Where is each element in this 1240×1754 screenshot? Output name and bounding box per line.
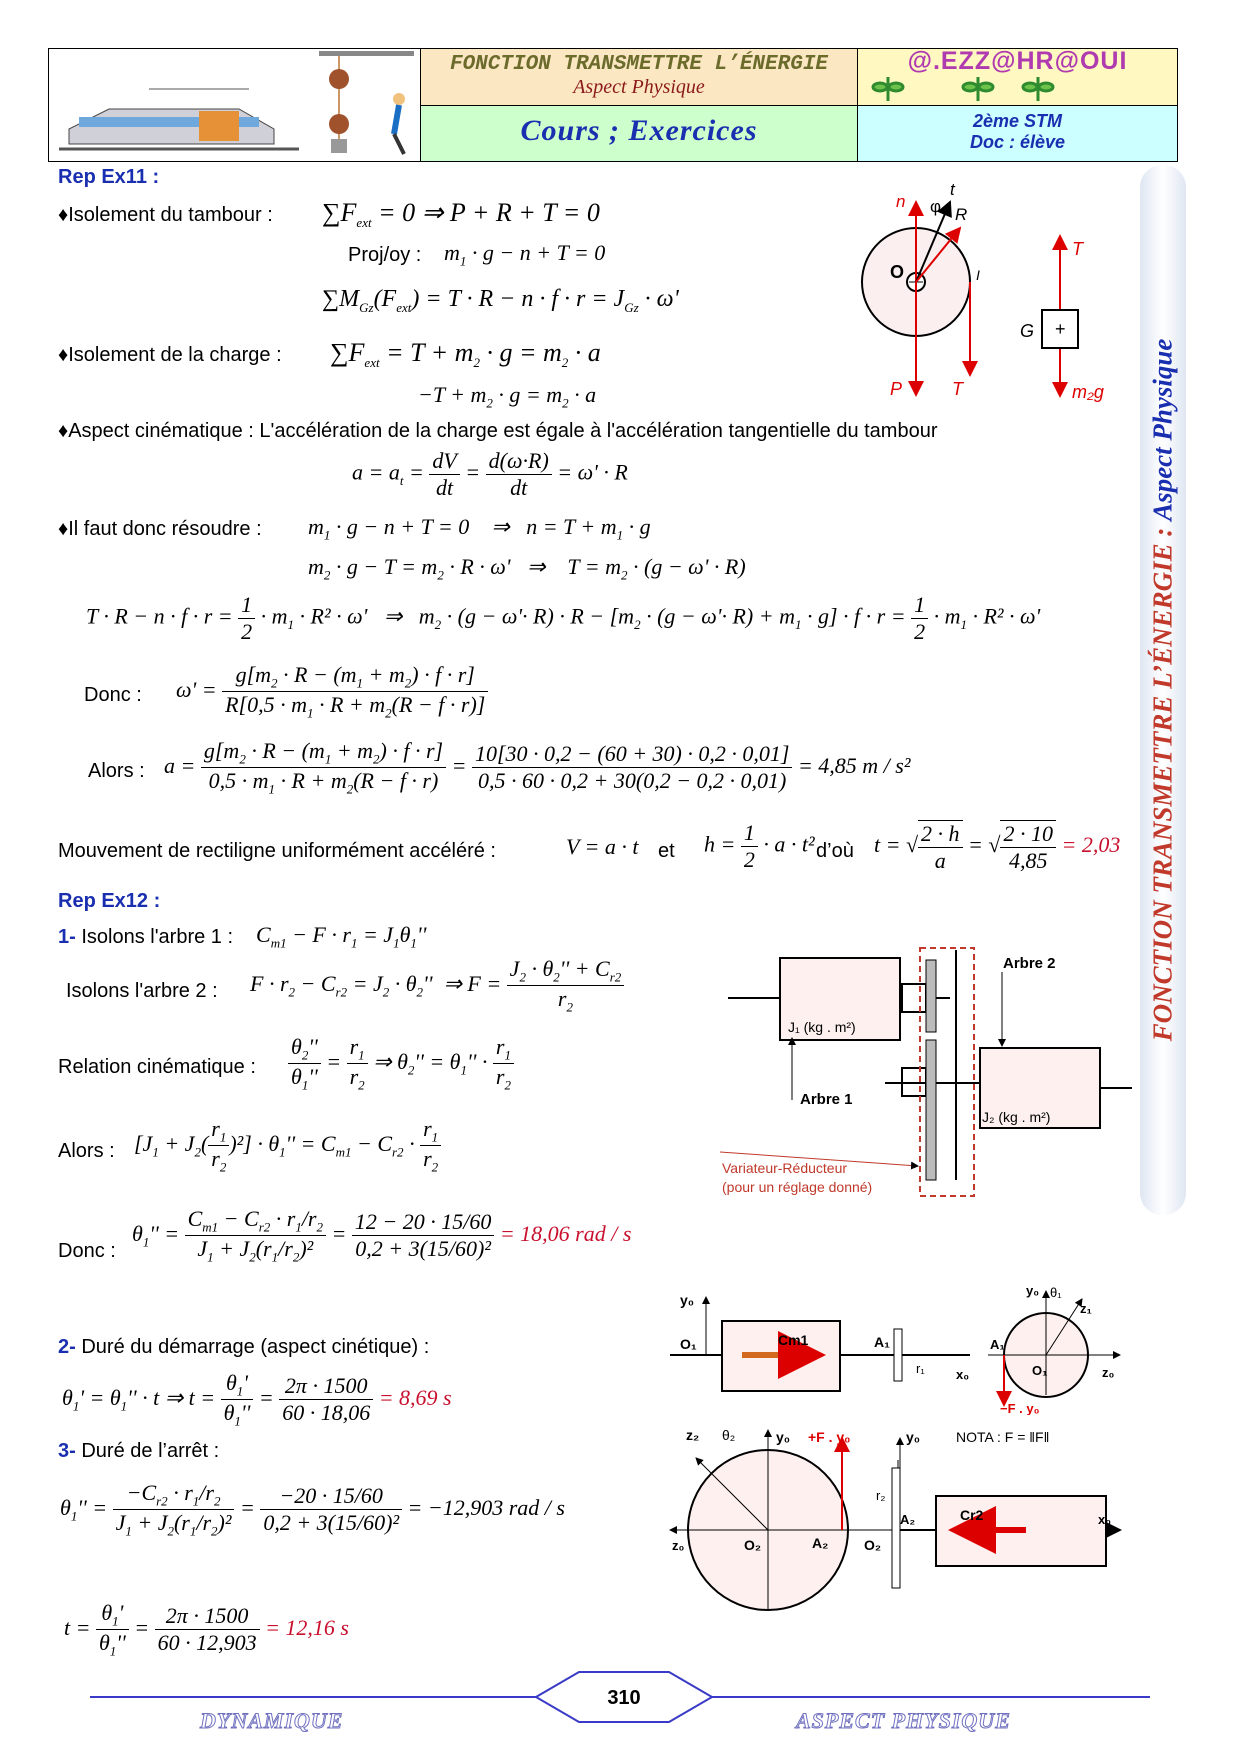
ex12-result4: = 12,16 s — [265, 1614, 349, 1640]
ex12-line2: Isolons l'arbre 2 : — [66, 980, 218, 1002]
ex11-result-a: = 4,85 m / s² — [797, 752, 911, 778]
side-banner-right: Aspect Physique — [1147, 338, 1178, 521]
doc-label: Doc : élève — [969, 132, 1066, 152]
ex11-eq3: $\sum M_{Gz}(F_{ext}) = T \cdot R - n \cdot f \cdot r = J_{Gz} \cdot \omega'$ — [322, 286, 679, 315]
header-illustration — [49, 49, 421, 161]
ex11-line5: ♦Il faut donc résoudre : — [58, 518, 262, 540]
ex11-line4: ♦Aspect cinématique : L'accélération de la charge est égale à l'accélération tangentielle du tambour — [58, 420, 938, 442]
ex11-eq6: $a = a_t$ = $\frac{dV}{dt}$ = $\frac{d(\omega\cdot R)}{dt}$ = ω' · R — [352, 448, 628, 500]
fig2-var: Variateur-Réducteur — [722, 1160, 848, 1176]
ex11-eq10: ω' = $\frac{g[m_2 \cdot R - (m_1 + m_2) \cdot f \cdot r]}{R[0,5 \cdot m_1 \cdot R + m_2(R - f \cdot r)]}$ — [176, 662, 488, 722]
fig2-j1: J₁ (kg . m²) — [788, 1019, 856, 1035]
ex12-eq5: $\theta_1''$ = $\frac{C_{m1} - C_{r2} \cdot r_1/r_2}{J_1 + J_2(r_1/r_2)^2}$ = $\frac{12 - 20 \cdot 15/60}{\text{0,2 + 3(15/60)²}}$ = 18,06 rad / s — [132, 1206, 632, 1265]
svg-text:+: + — [1055, 319, 1066, 339]
ex11-eq4: $\sum F_{ext} = T + m_2 \cdot g = m_2 \cdot a$ — [330, 338, 601, 371]
fig1-t: t — [950, 180, 955, 199]
ex12-eq6: $\theta_1' = \theta_1'' \cdot t$ ⇒ t = $\frac{\theta_1'}{\theta_1''}$ = $\frac{2\pi \cdot 1500}{60 \cdot 18,06}$ = 8,69 s — [62, 1370, 452, 1429]
ex11-result-t: = 2,03 — [1061, 832, 1121, 858]
class-cell — [858, 106, 1177, 161]
ex12-eq4: [$J_1 + J_2$( $\frac{r_1}{r_2}$ )$^2] \cdot \theta_1'' = C_{m1} - C_{r2}$ · $\frac{r_1}{r_2}$ — [134, 1116, 441, 1176]
brand-text: @.EZZ@HR@OUI — [907, 47, 1128, 75]
fig4-y0b: y₀ — [906, 1429, 921, 1445]
side-banner-left: FONCTION TRANSMETTRE L’ÉNERGIE : — [1147, 527, 1178, 1042]
ex12-donc: Donc : — [58, 1240, 116, 1262]
fig1-T2: T — [1072, 239, 1083, 259]
ex12-line5-text: Duré de l’arrêt : — [81, 1440, 220, 1462]
arbre1-kinematics — [670, 1285, 1130, 1415]
fig2-j2: J₂ (kg . m²) — [982, 1109, 1051, 1125]
ex11-eq13: h = $\frac{1}{2}$ · a · t² — [704, 820, 815, 872]
doc-title: FONCTION TRANSMETTRE L’ÉNERGIE — [449, 53, 829, 76]
side-banner-text — [1148, 339, 1179, 1042]
fig4-z0: z₀ — [672, 1538, 685, 1553]
fig4-O2: O₂ — [744, 1537, 762, 1553]
fig4-x0: x₀ — [1098, 1512, 1112, 1527]
ex12-num1: 1- — [58, 926, 76, 948]
ex12-num2: 2- — [58, 1336, 76, 1358]
ex12-line5 — [58, 1440, 219, 1463]
fig3-A1b: A₁ — [990, 1337, 1005, 1352]
ex11-eq1: $\sum F_{ext} = 0$ ⇒ P + R + T = 0 — [322, 198, 600, 231]
fig4-y0: y₀ — [776, 1429, 791, 1445]
ex12-num3: 3- — [58, 1440, 76, 1462]
fig4-A2b: A₂ — [812, 1535, 829, 1551]
fig4-O2b: O₂ — [864, 1537, 882, 1553]
ex11-eq11: a = $\frac{g[m_2 \cdot R - (m_1 + m_2) \cdot f \cdot r]}{0,5 \cdot m_1 \cdot R + m_2(R - f \cdot r)}$ = $\frac{10[30 \cdot 0,2 - (60 + 30) \cdot 0,2 \cdot 0,01]}{0,5 \cdot 60 \cdot 0,2 + 30(0,2 - 0,2 \cdot 0,01)}$ = 4,85 m / s² — [164, 738, 911, 797]
ex11-line1: ♦Isolement du tambour : — [58, 204, 273, 226]
fig1-T: T — [952, 379, 963, 399]
flowers-icon — [858, 73, 1177, 103]
fig3-x0: x₀ — [956, 1367, 970, 1382]
doc-subtitle: Aspect Physique — [573, 76, 705, 98]
ex11-donc: Donc : — [84, 684, 142, 706]
ex11-dou: d’où — [816, 840, 854, 862]
level-label: 2ème STM — [972, 111, 1063, 131]
ex12-eq8: t = $\frac{\theta_1'}{\theta_1''}$ = $\frac{2\pi \cdot 1500}{60 \cdot 12,903}$ = 12,16 s — [64, 1600, 349, 1659]
ex11-eq2: $m_1 \cdot g - n + T = 0$ — [444, 240, 606, 269]
title-cell — [421, 49, 858, 106]
section-cell — [421, 106, 858, 161]
footer-right: ASPECT PHYSIQUE — [796, 1708, 1011, 1733]
fig3-F: −F . y₀ — [1000, 1401, 1040, 1415]
fig3-z0: z₀ — [1102, 1365, 1115, 1380]
ex12-line4-text: Duré du démarrage (aspect cinétique) : — [81, 1336, 430, 1358]
fig3-Cm1: Cm1 — [778, 1332, 809, 1348]
ex12-heading: Rep Ex12 : — [58, 890, 161, 912]
fig4-z2: z₂ — [686, 1427, 700, 1443]
footer-left: DYNAMIQUE — [200, 1708, 344, 1733]
ex11-eq8: $m_2 \cdot g - T = m_2 \cdot R \cdot \omega'$ ⇒ $T = m_2 \cdot (g - \omega' \cdot R)$ — [308, 554, 746, 583]
fig4-nota: NOTA : F = ‖F‖ — [956, 1429, 1050, 1445]
arbre2-kinematics — [666, 1420, 1130, 1620]
ex11-eq9: T · R − n · f · r = $\frac{1}{2}$ · $m_1 \cdot R^2 \cdot \omega'$ ⇒ $m_2 \cdot (g - \omega'\cdot R) \cdot R - [m_2 \cdot (g - \omega'\cdot R) + m_1 \cdot g] \cdot f \cdot r$ = $\frac{1}{2}$ · $m_1 \cdot R^2 \cdot \omega'$ — [86, 592, 1041, 644]
side-banner — [1140, 165, 1186, 1215]
fig4-A2: A₂ — [900, 1512, 916, 1527]
fig3-O1: O₁ — [680, 1336, 697, 1352]
arbres-diagram — [720, 940, 1140, 1210]
fig1-m2g: m₂g — [1072, 382, 1104, 402]
ex12-eq1: $C_{m1} - F \cdot r_1 = J_1\theta_1''$ — [256, 922, 427, 951]
ex12-line1-text: Isolons l'arbre 1 : — [81, 926, 234, 948]
fig2-arbre2: Arbre 2 — [1003, 955, 1056, 972]
ex11-mvt: Mouvement de rectiligne uniformément accéléré : — [58, 840, 496, 862]
ex11-eq5: $-T + m_2 \cdot g = m_2 \cdot a$ — [418, 382, 597, 411]
fig1-phi: φ — [930, 197, 942, 216]
ex12-result3: = −12,903 rad / s — [407, 1494, 565, 1520]
ex12-result1: = 18,06 rad / s — [499, 1220, 632, 1246]
ex12-eq2: $F \cdot r_2 - C_{r2} = J_2 \cdot \theta_2''$ ⇒ F = $\frac{J_2 \cdot \theta_2'' + C_{r2}}{r_2}$ — [250, 956, 624, 1016]
ex11-eq12: V = a · t — [566, 834, 639, 859]
ex12-line3: Relation cinématique : — [58, 1056, 256, 1078]
fig2-arbre1: Arbre 1 — [800, 1091, 853, 1108]
page-number: 310 — [607, 1687, 641, 1709]
ex11-line2: Proj/oy : — [348, 244, 422, 266]
brand-logo — [858, 49, 1177, 106]
fig3-r1: r₁ — [916, 1361, 925, 1376]
fig3-y0b: y₀ — [1026, 1285, 1040, 1298]
ex11-heading: Rep Ex11 : — [58, 166, 160, 188]
section-title: Cours ; Exercices — [520, 114, 758, 147]
fig3-y0: y₀ — [680, 1292, 695, 1308]
train-pulley-illustration — [49, 49, 420, 161]
page-number-badge — [534, 1670, 714, 1724]
ex11-eq7: $m_1 \cdot g - n + T = 0$ ⇒ $n = T + m_1 \cdot g$ — [308, 514, 651, 543]
ex11-alors: Alors : — [88, 760, 145, 782]
ex11-eq14: t = √ $\frac{2 \cdot h}{a}$ = √ $\frac{2 \cdot 10}{4,85}$ = 2,03 — [874, 821, 1121, 873]
ex12-eq3: $\frac{\theta_2''}{\theta_1''}$ = $\frac{r_1}{r_2}$ ⇒ $\theta_2'' = \theta_1''$ · $\frac{r_1}{r_2}$ — [288, 1034, 514, 1094]
tambour-diagram — [860, 170, 1120, 410]
ex12-result2: = 8,69 s — [378, 1384, 452, 1410]
ex12-eq7: $\theta_1''$ = $\frac{-C_{r2} \cdot r_1/r_2}{J_1 + J_2(r_1/r_2)^2}$ = $\frac{-20 \cdot 15/60}{\text{0,2 + 3(15/60)²}}$ = −12,903 rad / s — [60, 1480, 565, 1539]
fig3-A1: A₁ — [874, 1334, 890, 1350]
fig3-theta1: θ₁ — [1050, 1285, 1062, 1300]
ex12-line1 — [58, 926, 233, 949]
fig4-Cr2: Cr2 — [960, 1507, 984, 1523]
ex12-line4 — [58, 1336, 429, 1359]
ex11-et: et — [658, 840, 675, 862]
fig1-n: n — [896, 192, 906, 211]
fig1-G: G — [1020, 321, 1035, 341]
ex11-line3: ♦Isolement de la charge : — [58, 344, 282, 366]
fig4-r2: r₂ — [876, 1488, 886, 1503]
fig1-O: O — [890, 262, 905, 282]
fig3-z1: z₁ — [1080, 1301, 1092, 1316]
fig2-var2: (pour un réglage donné) — [722, 1179, 873, 1195]
header — [48, 48, 1178, 162]
ex12-alors: Alors : — [58, 1140, 115, 1162]
fig1-R: R — [955, 205, 968, 224]
fig4-theta2: θ₂ — [722, 1427, 736, 1443]
fig1-P: P — [890, 379, 903, 399]
fig4-F: +F . y₀ — [808, 1429, 851, 1445]
fig1-I: I — [976, 267, 980, 283]
fig3-O1b: O₁ — [1032, 1363, 1048, 1378]
